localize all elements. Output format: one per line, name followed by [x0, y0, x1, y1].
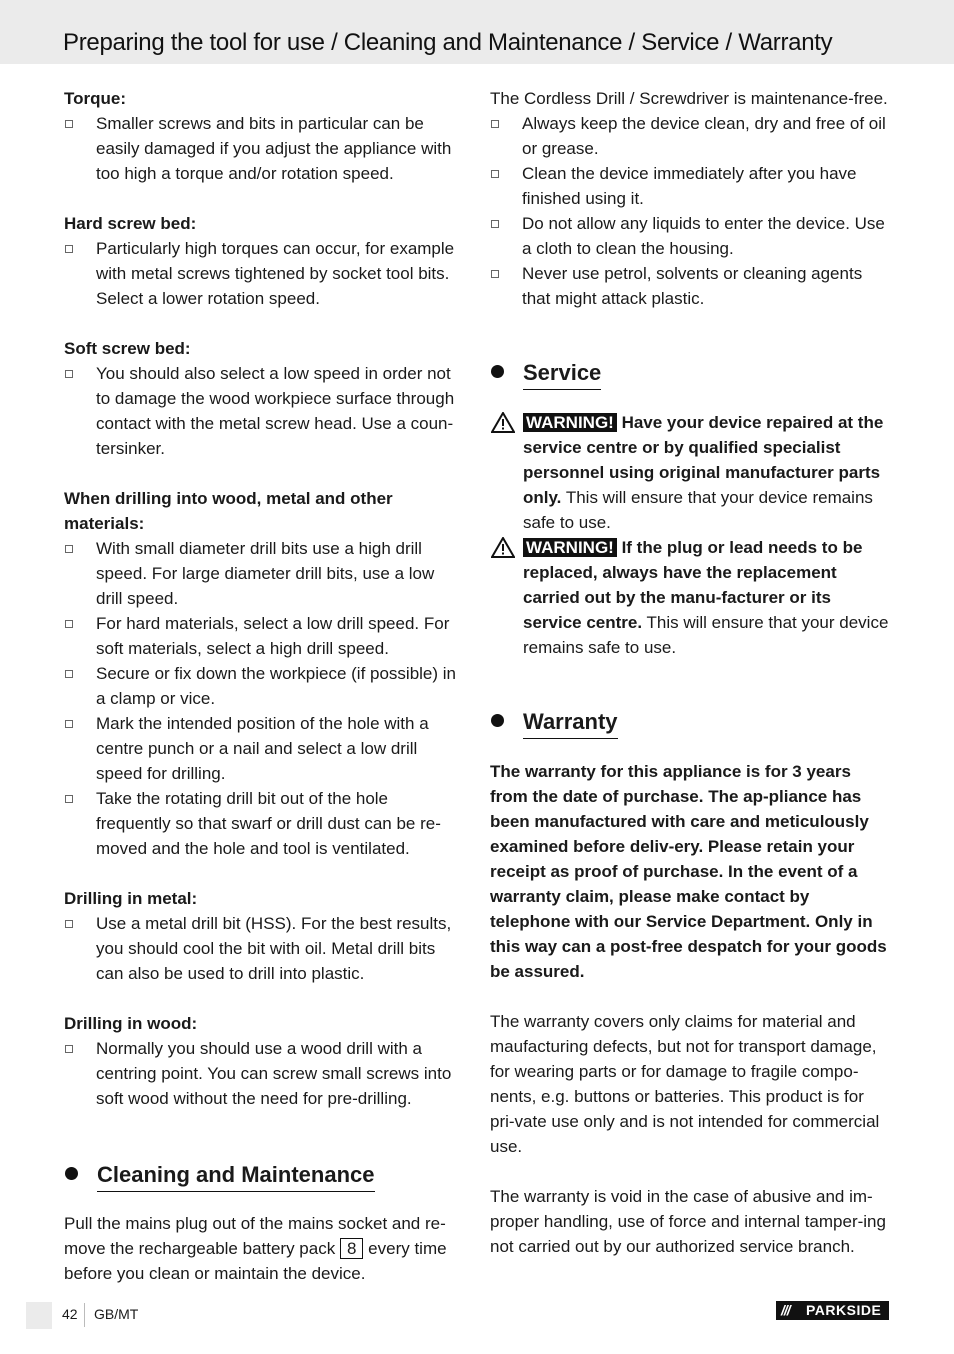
language-code: GB/MT	[94, 1306, 139, 1322]
bullet-dot-icon	[65, 1167, 78, 1180]
drilling-metal-heading: Drilling in metal:	[64, 889, 198, 908]
footer-divider	[84, 1303, 85, 1327]
list-item: Always keep the device clean, dry and free of oil or grease.	[490, 111, 890, 161]
warning-text: This will ensure that your device remains safe to use.	[523, 613, 889, 657]
warning-triangle-icon	[491, 412, 515, 433]
list-item: Take the rotating drill bit out of the hole frequently so that swarf or drill dust can be re-moved and the hole and tool is ventilated.	[64, 786, 464, 861]
footer-marker	[26, 1302, 52, 1329]
list-item: Particularly high torques can occur, for example with metal screws tightened by socket tool bits. Select a lower rotation speed.	[64, 236, 464, 311]
torque-list	[64, 111, 464, 186]
bullet-dot-icon	[491, 714, 504, 727]
maintenance-list	[490, 111, 890, 311]
warning-bold-text: Have your device repaired at the service centre or by qualified specialist personnel using original manufacturer parts only.	[523, 413, 884, 507]
drilling-materials-list	[64, 536, 464, 861]
soft-screw-bed-list	[64, 361, 464, 461]
drilling-metal-list	[64, 911, 464, 986]
cleaning-section-heading	[64, 1161, 464, 1201]
list-item: Clean the device immediately after you have finished using it.	[490, 161, 890, 211]
section-title: Service	[523, 359, 601, 390]
list-item: Secure or fix down the workpiece (if possible) in a clamp or vice.	[64, 661, 464, 711]
warranty-bold-paragraph: The warranty for this appliance is for 3 years from the date of purchase. The ap-pliance has been manufactured with care and meticulously examined before deliv-ery. Please retain your receipt as proof of purchase. In the event of a warranty claim, please make contact by telephone with our Service Department. Only in this way can a post-free despatch for your goods be assured.	[490, 762, 887, 981]
section-title: Warranty	[523, 708, 618, 739]
cleaning-text: every time before you clean or maintain the device.	[64, 1239, 447, 1283]
hard-screw-bed-heading: Hard screw bed:	[64, 214, 197, 233]
parkside-logo	[776, 1301, 889, 1320]
warranty-section-heading	[490, 708, 890, 748]
page-number: 42	[62, 1306, 78, 1322]
list-item: You should also select a low speed in order not to damage the wood workpiece surface through contact with the metal screw head. Use a coun-tersinker.	[64, 361, 464, 461]
drilling-wood-heading: Drilling in wood:	[64, 1014, 198, 1033]
section-title: Cleaning and Maintenance	[97, 1161, 375, 1192]
warning-triangle-icon	[491, 537, 515, 558]
warning-bold-text: If the plug or lead needs to be replaced, always have the replacement carried out by the manu-facturer or its service centre.	[523, 538, 863, 632]
list-item: Normally you should use a wood drill with a centring point. You can screw small screws into soft wood without the need for pre-drilling.	[64, 1036, 464, 1111]
drilling-materials-heading: When drilling into wood, metal and other materials:	[64, 489, 393, 533]
warranty-paragraph: The warranty covers only claims for material and maufacturing defects, but not for transport damage, for wearing parts or for damage to fragile compo-nents, e.g. buttons or batteries. This product is for pri-vate use only and is not intended for commercial use.	[490, 1012, 880, 1156]
warning-badge: WARNING!	[523, 538, 617, 557]
hard-screw-bed-list	[64, 236, 464, 311]
page-header	[0, 0, 954, 64]
list-item: Use a metal drill bit (HSS). For the best results, you should cool the bit with oil. Metal drill bits can also be used to drill into plastic.	[64, 911, 464, 986]
cleaning-paragraph	[64, 1211, 464, 1286]
left-column	[64, 86, 464, 1286]
drilling-wood-list	[64, 1036, 464, 1111]
service-warning	[490, 535, 890, 660]
service-section-heading	[490, 359, 890, 399]
part-reference: 8	[340, 1238, 363, 1259]
warning-badge: WARNING!	[523, 413, 617, 432]
logo-stripes-icon: ///	[781, 1302, 790, 1318]
torque-heading: Torque:	[64, 89, 127, 108]
logo-text: PARKSIDE	[806, 1302, 882, 1318]
list-item: Mark the intended position of the hole with a centre punch or a nail and select a low drill speed for drilling.	[64, 711, 464, 786]
bullet-dot-icon	[491, 365, 504, 378]
soft-screw-bed-heading: Soft screw bed:	[64, 339, 191, 358]
page-title: Preparing the tool for use / Cleaning and Maintenance / Service / Warranty	[63, 29, 833, 56]
list-item: Smaller screws and bits in particular can be easily damaged if you adjust the appliance with too high a torque and/or rotation speed.	[64, 111, 464, 186]
maintenance-intro: The Cordless Drill / Screwdriver is maintenance-free.	[490, 89, 888, 108]
list-item: Do not allow any liquids to enter the device. Use a cloth to clean the housing.	[490, 211, 890, 261]
right-column	[490, 86, 890, 1259]
list-item: For hard materials, select a low drill speed. For soft materials, select a high drill speed.	[64, 611, 464, 661]
cleaning-text: Pull the mains plug out of the mains socket and re-move the rechargeable battery pack	[64, 1214, 446, 1258]
warning-text: This will ensure that your device remains safe to use.	[523, 488, 873, 532]
warranty-paragraph: The warranty is void in the case of abusive and im-proper handling, use of force and internal tamper-ing not carried out by our authorized service branch.	[490, 1187, 886, 1256]
list-item: With small diameter drill bits use a high drill speed. For large diameter drill bits, use a low drill speed.	[64, 536, 464, 611]
list-item: Never use petrol, solvents or cleaning agents that might attack plastic.	[490, 261, 890, 311]
service-warning	[490, 410, 890, 535]
